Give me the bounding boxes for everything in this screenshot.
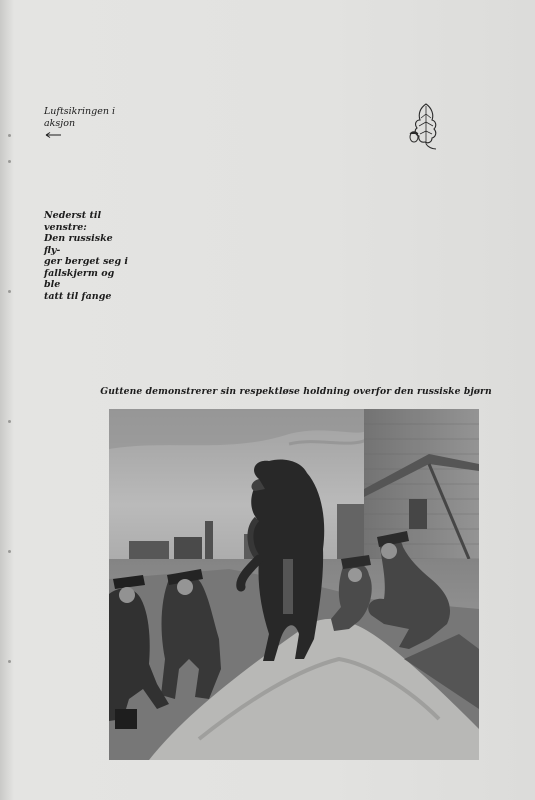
binding-holes [8, 120, 12, 680]
caption-line: Luftsikringen i [44, 106, 116, 117]
small-arrow-icon [44, 131, 62, 139]
caption-heading: Nederst til venstre: [44, 210, 102, 233]
photo-caption: Guttene demonstrerer sin respektløse holdning overfor den russiske bjørn [100, 386, 492, 397]
bear-photograph [109, 409, 479, 760]
caption-top-left [44, 106, 134, 129]
caption-line: tatt til fange [44, 290, 112, 302]
bear-photo-illustration [109, 409, 479, 760]
caption-line: fallskjerm og ble [44, 267, 115, 290]
caption-line: ger berget seg i [44, 256, 129, 267]
caption-left-prisoner [44, 210, 132, 302]
caption-line: aksjon [44, 117, 76, 129]
oak-leaf-acorn-icon [402, 100, 442, 152]
caption-line: Den russiske fly- [44, 233, 113, 256]
